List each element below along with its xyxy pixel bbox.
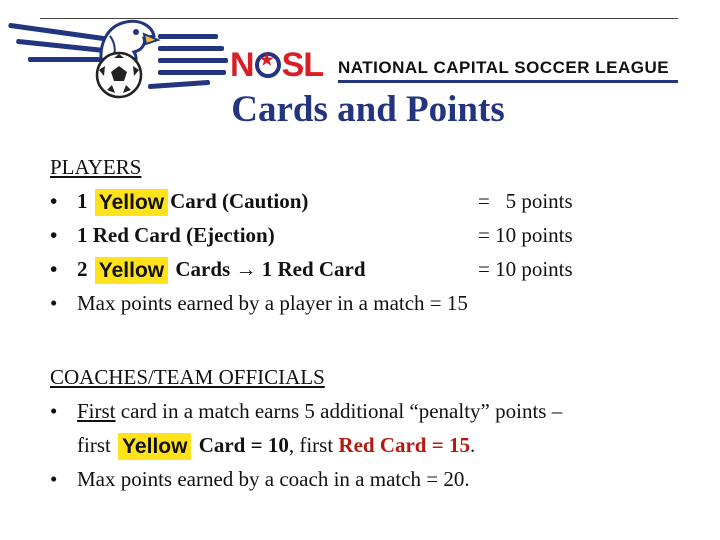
yellow-card-badge: Yellow bbox=[95, 189, 168, 216]
logo-star-ring-icon bbox=[255, 52, 281, 78]
bullet-icon: • bbox=[50, 399, 58, 423]
players-heading: PLAYERS bbox=[50, 155, 142, 179]
rule-text: , first bbox=[288, 433, 334, 457]
wing-stripe bbox=[158, 34, 218, 39]
rule-text: card in a match earns 5 additional “penalty” points – bbox=[120, 399, 563, 423]
card-count: 1 bbox=[77, 223, 88, 247]
header-banner bbox=[8, 22, 712, 96]
rule-text: 1 Red Card bbox=[261, 257, 366, 281]
league-underline bbox=[338, 80, 678, 83]
bullet-icon: • bbox=[50, 223, 58, 247]
rule-text: first bbox=[77, 433, 111, 457]
list-item bbox=[50, 394, 710, 462]
yellow-card-badge: Yellow bbox=[118, 433, 191, 460]
league-name: NATIONAL CAPITAL SOCCER LEAGUE bbox=[338, 58, 670, 77]
rule-text: . bbox=[469, 433, 476, 457]
logo-letter-n: N bbox=[230, 46, 254, 84]
list-item bbox=[50, 252, 710, 286]
list-item bbox=[50, 218, 710, 252]
rule-text: Card (Caution) bbox=[170, 189, 309, 213]
rule-text: Red Card (Ejection) bbox=[92, 223, 275, 247]
wing-stripe bbox=[158, 46, 224, 51]
yellow-card-badge: Yellow bbox=[95, 257, 168, 284]
card-count: 1 bbox=[77, 189, 88, 213]
coaches-heading: COACHES/TEAM OFFICIALS bbox=[50, 365, 325, 389]
players-section bbox=[50, 150, 710, 320]
emphasis-first: First bbox=[77, 399, 116, 423]
bullet-icon: • bbox=[50, 189, 58, 213]
list-item bbox=[50, 462, 710, 496]
card-count: 2 bbox=[77, 257, 88, 281]
page-title: Cards and Points bbox=[231, 89, 505, 130]
bullet-icon: • bbox=[50, 467, 58, 491]
points-value: = 10 points bbox=[478, 257, 573, 281]
ncsl-logo bbox=[230, 48, 323, 82]
rule-text: Cards bbox=[175, 257, 231, 281]
red-card-points: Red Card = 15 bbox=[338, 433, 470, 457]
logo-letters-sl: SL bbox=[281, 46, 324, 84]
bullet-icon: • bbox=[50, 257, 58, 281]
coaches-section bbox=[50, 360, 710, 496]
wing-stripe bbox=[158, 58, 228, 63]
wing-stripe bbox=[158, 70, 226, 75]
yellow-card-points: Card = 10 bbox=[198, 433, 289, 457]
list-item bbox=[50, 184, 710, 218]
bullet-icon: • bbox=[50, 291, 58, 315]
arrow-right-icon: → bbox=[235, 257, 257, 281]
points-value: = 10 points bbox=[478, 223, 573, 247]
points-value: = 5 points bbox=[478, 189, 573, 213]
list-item bbox=[50, 286, 710, 320]
rule-text: Max points earned by a player in a match = 15 bbox=[77, 291, 468, 315]
rule-text: Max points earned by a coach in a match = 20. bbox=[77, 467, 470, 491]
